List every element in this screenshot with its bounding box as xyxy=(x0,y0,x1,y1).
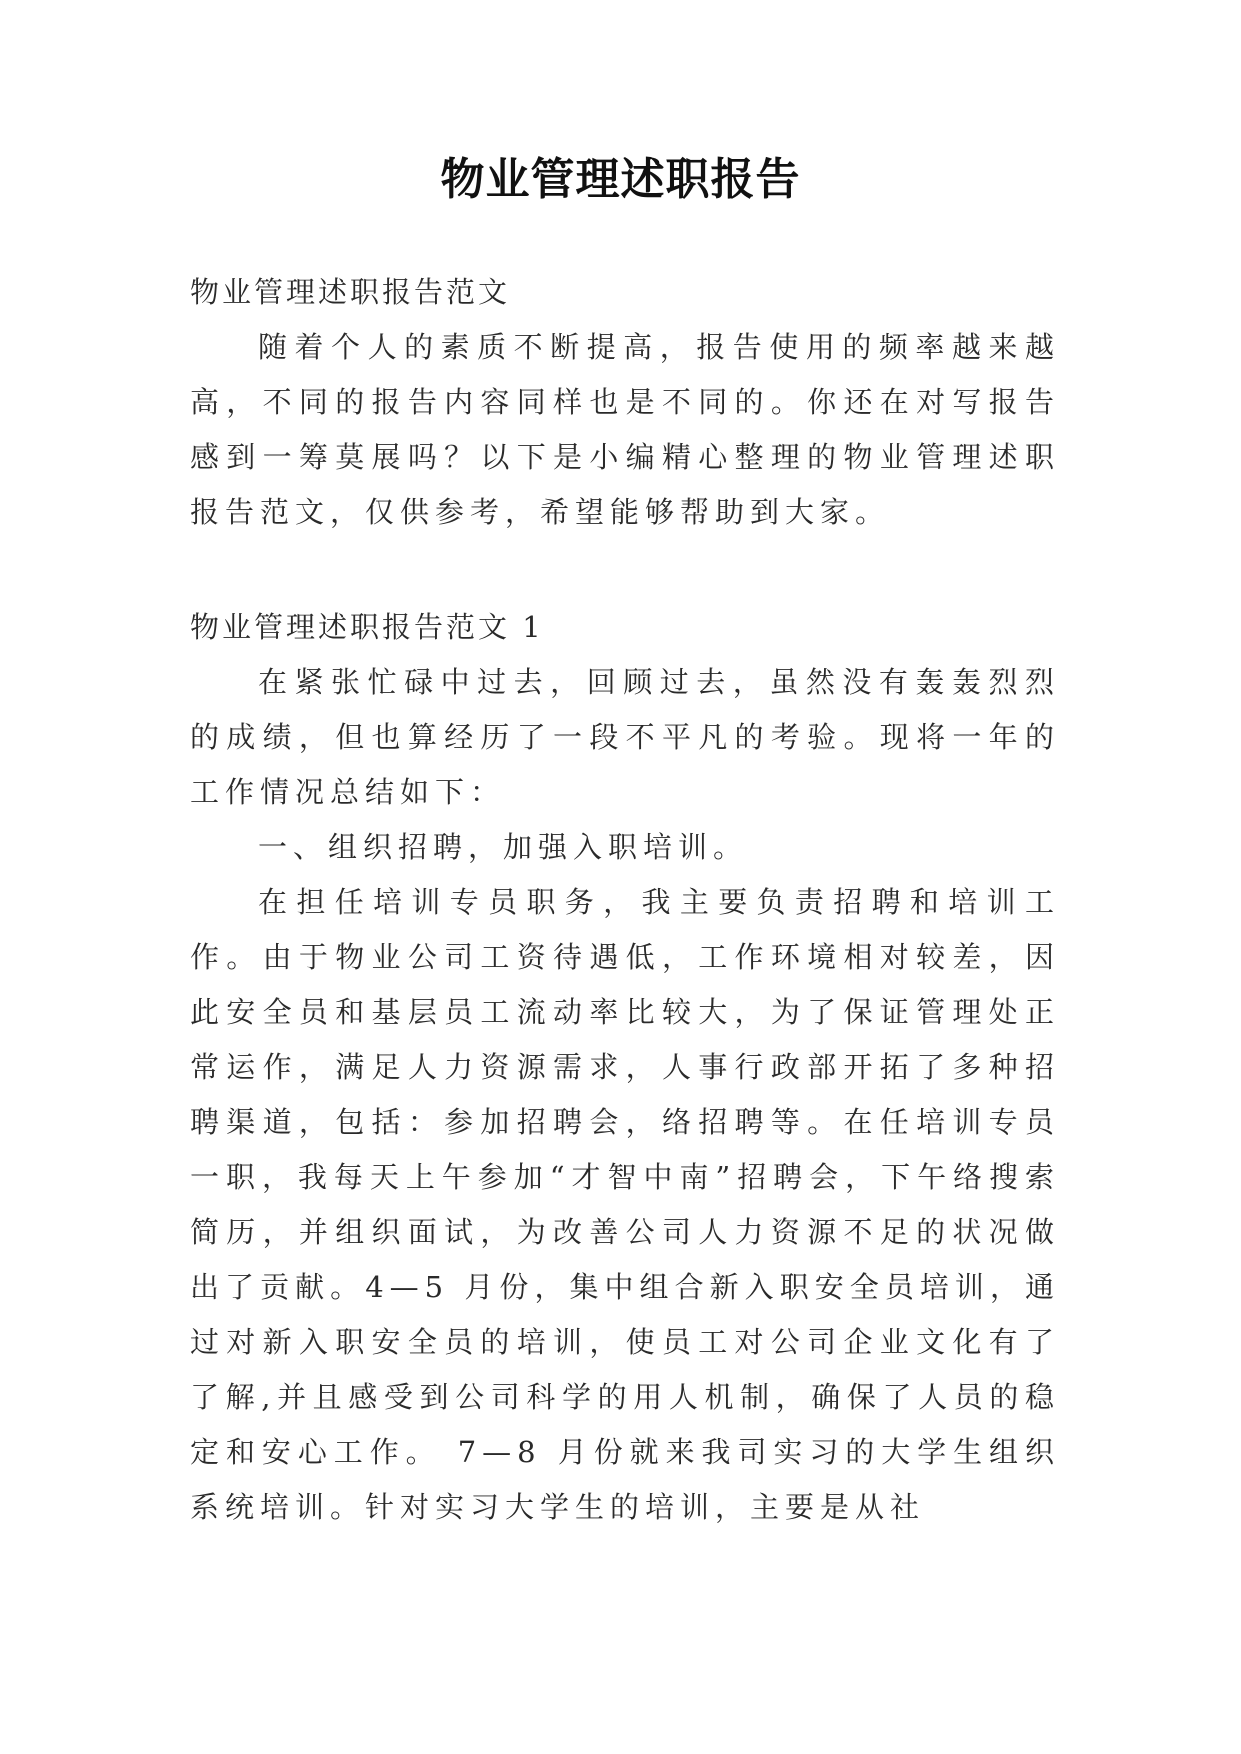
section1-paragraph-2: 在担任培训专员职务，我主要负责招聘和培训工作。由于物业公司工资待遇低，工作环境相对较差，因此安全员和基层员工流动率比较大，为了保证管理处正常运作，满足人力资源需求，人事行政部开拓了多种招聘渠道，包括：参加招聘会，络招聘等。在任培训专员一职，我每天上午参加“才智中南”招聘会，下午络搜索简历，并组织面试，为改善公司人力资源不足的状况做出了贡献。4—5 月份，集中组合新入职安全员培训，通过对新入职安全员的培训，使员工对公司企业文化有了了解,并且感受到公司科学的用人机制，确保了人员的稳定和安心工作。 7—8 月份就来我司实习的大学生组织系统培训。针对实习大学生的培训，主要是从社 xyxy=(190,885,1060,1524)
section1-paragraph-1: 在紧张忙碌中过去，回顾过去，虽然没有轰轰烈烈的成绩，但也算经历了一段不平凡的考验。现将一年的工作情况总结如下： xyxy=(190,665,1060,809)
intro-subtitle: 物业管理述职报告范文 xyxy=(190,275,511,309)
document-body xyxy=(190,265,1060,1535)
section1-point-1: 一、组织招聘，加强入职培训。 xyxy=(258,830,749,864)
section-spacer xyxy=(190,540,1060,600)
section1-heading: 物业管理述职报告范文 1 xyxy=(190,610,544,644)
document-title: 物业管理述职报告 xyxy=(440,154,801,205)
intro-paragraph: 随着个人的素质不断提高，报告使用的频率越来越高，不同的报告内容同样也是不同的。你还在对写报告感到一筹莫展吗？以下是小编精心整理的物业管理述职报告范文，仅供参考，希望能够帮助到大家。 xyxy=(190,330,1060,529)
